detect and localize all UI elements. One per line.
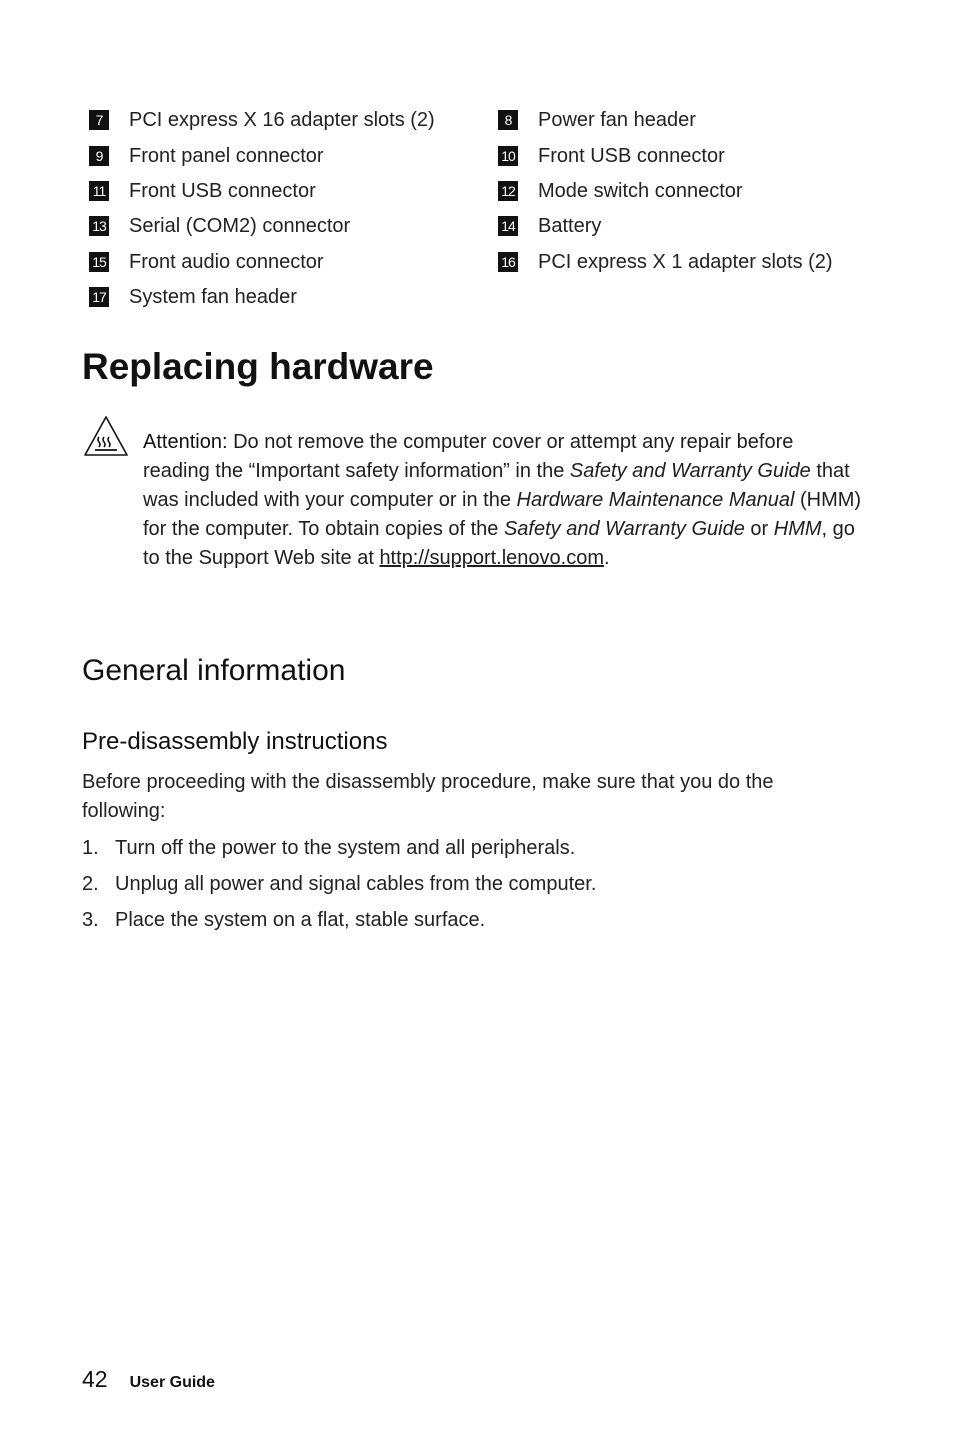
attention-notice <box>143 428 863 573</box>
part-label: Serial (COM2) connector <box>129 214 351 237</box>
part-label: Power fan header <box>538 108 696 131</box>
step-number: 3. <box>82 909 99 931</box>
attention-label: Attention: <box>143 431 228 453</box>
part-label: PCI express X 1 adapter slots (2) <box>538 250 833 273</box>
step-text: Unplug all power and signal cables from the computer. <box>115 873 597 895</box>
attention-text: or <box>744 518 774 540</box>
part-item <box>89 283 297 311</box>
part-number-badge: 15 <box>89 252 109 272</box>
list-item <box>82 906 485 935</box>
section-title: Replacing hardware <box>82 346 434 387</box>
part-label: Front USB connector <box>538 144 725 167</box>
part-label: Battery <box>538 214 602 237</box>
part-number-badge: 16 <box>498 252 518 272</box>
part-number-badge: 11 <box>89 181 109 201</box>
page-number: 42 <box>82 1366 108 1392</box>
attention-guide-title: Safety and Warranty Guide <box>569 460 811 482</box>
part-label: PCI express X 16 adapter slots (2) <box>129 108 435 131</box>
part-item <box>89 106 435 134</box>
part-label: System fan header <box>129 285 297 308</box>
part-number-badge: 14 <box>498 216 518 236</box>
attention-text: . <box>604 547 610 569</box>
part-label: Front USB connector <box>129 179 316 202</box>
part-item <box>89 248 324 276</box>
step-number: 1. <box>82 837 99 859</box>
attention-guide-title: Safety and Warranty Guide <box>503 518 745 540</box>
part-item <box>89 212 350 240</box>
attention-manual-title: Hardware Maintenance Manual <box>516 489 795 511</box>
intro-paragraph: Before proceeding with the disassembly procedure, make sure that you do the following: <box>82 771 774 822</box>
part-number-badge: 9 <box>89 146 109 166</box>
support-site-link[interactable]: http://support.lenovo.com <box>379 547 605 569</box>
subsection-title: General information <box>82 654 346 687</box>
page-footer <box>82 1366 215 1393</box>
sub-subsection-title: Pre-disassembly instructions <box>82 728 388 755</box>
step-text: Place the system on a flat, stable surface. <box>115 909 486 931</box>
part-item <box>498 106 696 134</box>
part-number-badge: 12 <box>498 181 518 201</box>
attention-hmm-abbrev: HMM <box>773 518 822 540</box>
document-name: User Guide <box>129 1374 215 1391</box>
part-label: Mode switch connector <box>538 179 743 202</box>
attention-text: (HMM) for the computer. To obtain copies of the <box>143 489 862 540</box>
attention-text: Do not remove the computer cover or attempt any repair before reading the “Important safety information” in the <box>143 431 794 482</box>
part-number-badge: 7 <box>89 110 109 130</box>
part-number-badge: 17 <box>89 287 109 307</box>
list-item <box>82 870 596 899</box>
part-label: Front panel connector <box>129 144 324 167</box>
part-item <box>498 142 725 170</box>
part-item <box>498 177 743 205</box>
part-number-badge: 13 <box>89 216 109 236</box>
step-text: Turn off the power to the system and all peripherals. <box>115 837 576 859</box>
hot-surface-warning-icon <box>82 414 130 458</box>
part-item <box>89 142 324 170</box>
list-item <box>82 834 575 863</box>
attention-text: , go to the Support Web site at <box>143 518 855 569</box>
attention-text: that was included with your computer or in the <box>143 460 850 511</box>
part-item <box>498 212 601 240</box>
part-number-badge: 8 <box>498 110 518 130</box>
part-item <box>498 248 833 276</box>
part-number-badge: 10 <box>498 146 518 166</box>
part-label: Front audio connector <box>129 250 324 273</box>
step-number: 2. <box>82 873 99 895</box>
part-item <box>89 177 316 205</box>
